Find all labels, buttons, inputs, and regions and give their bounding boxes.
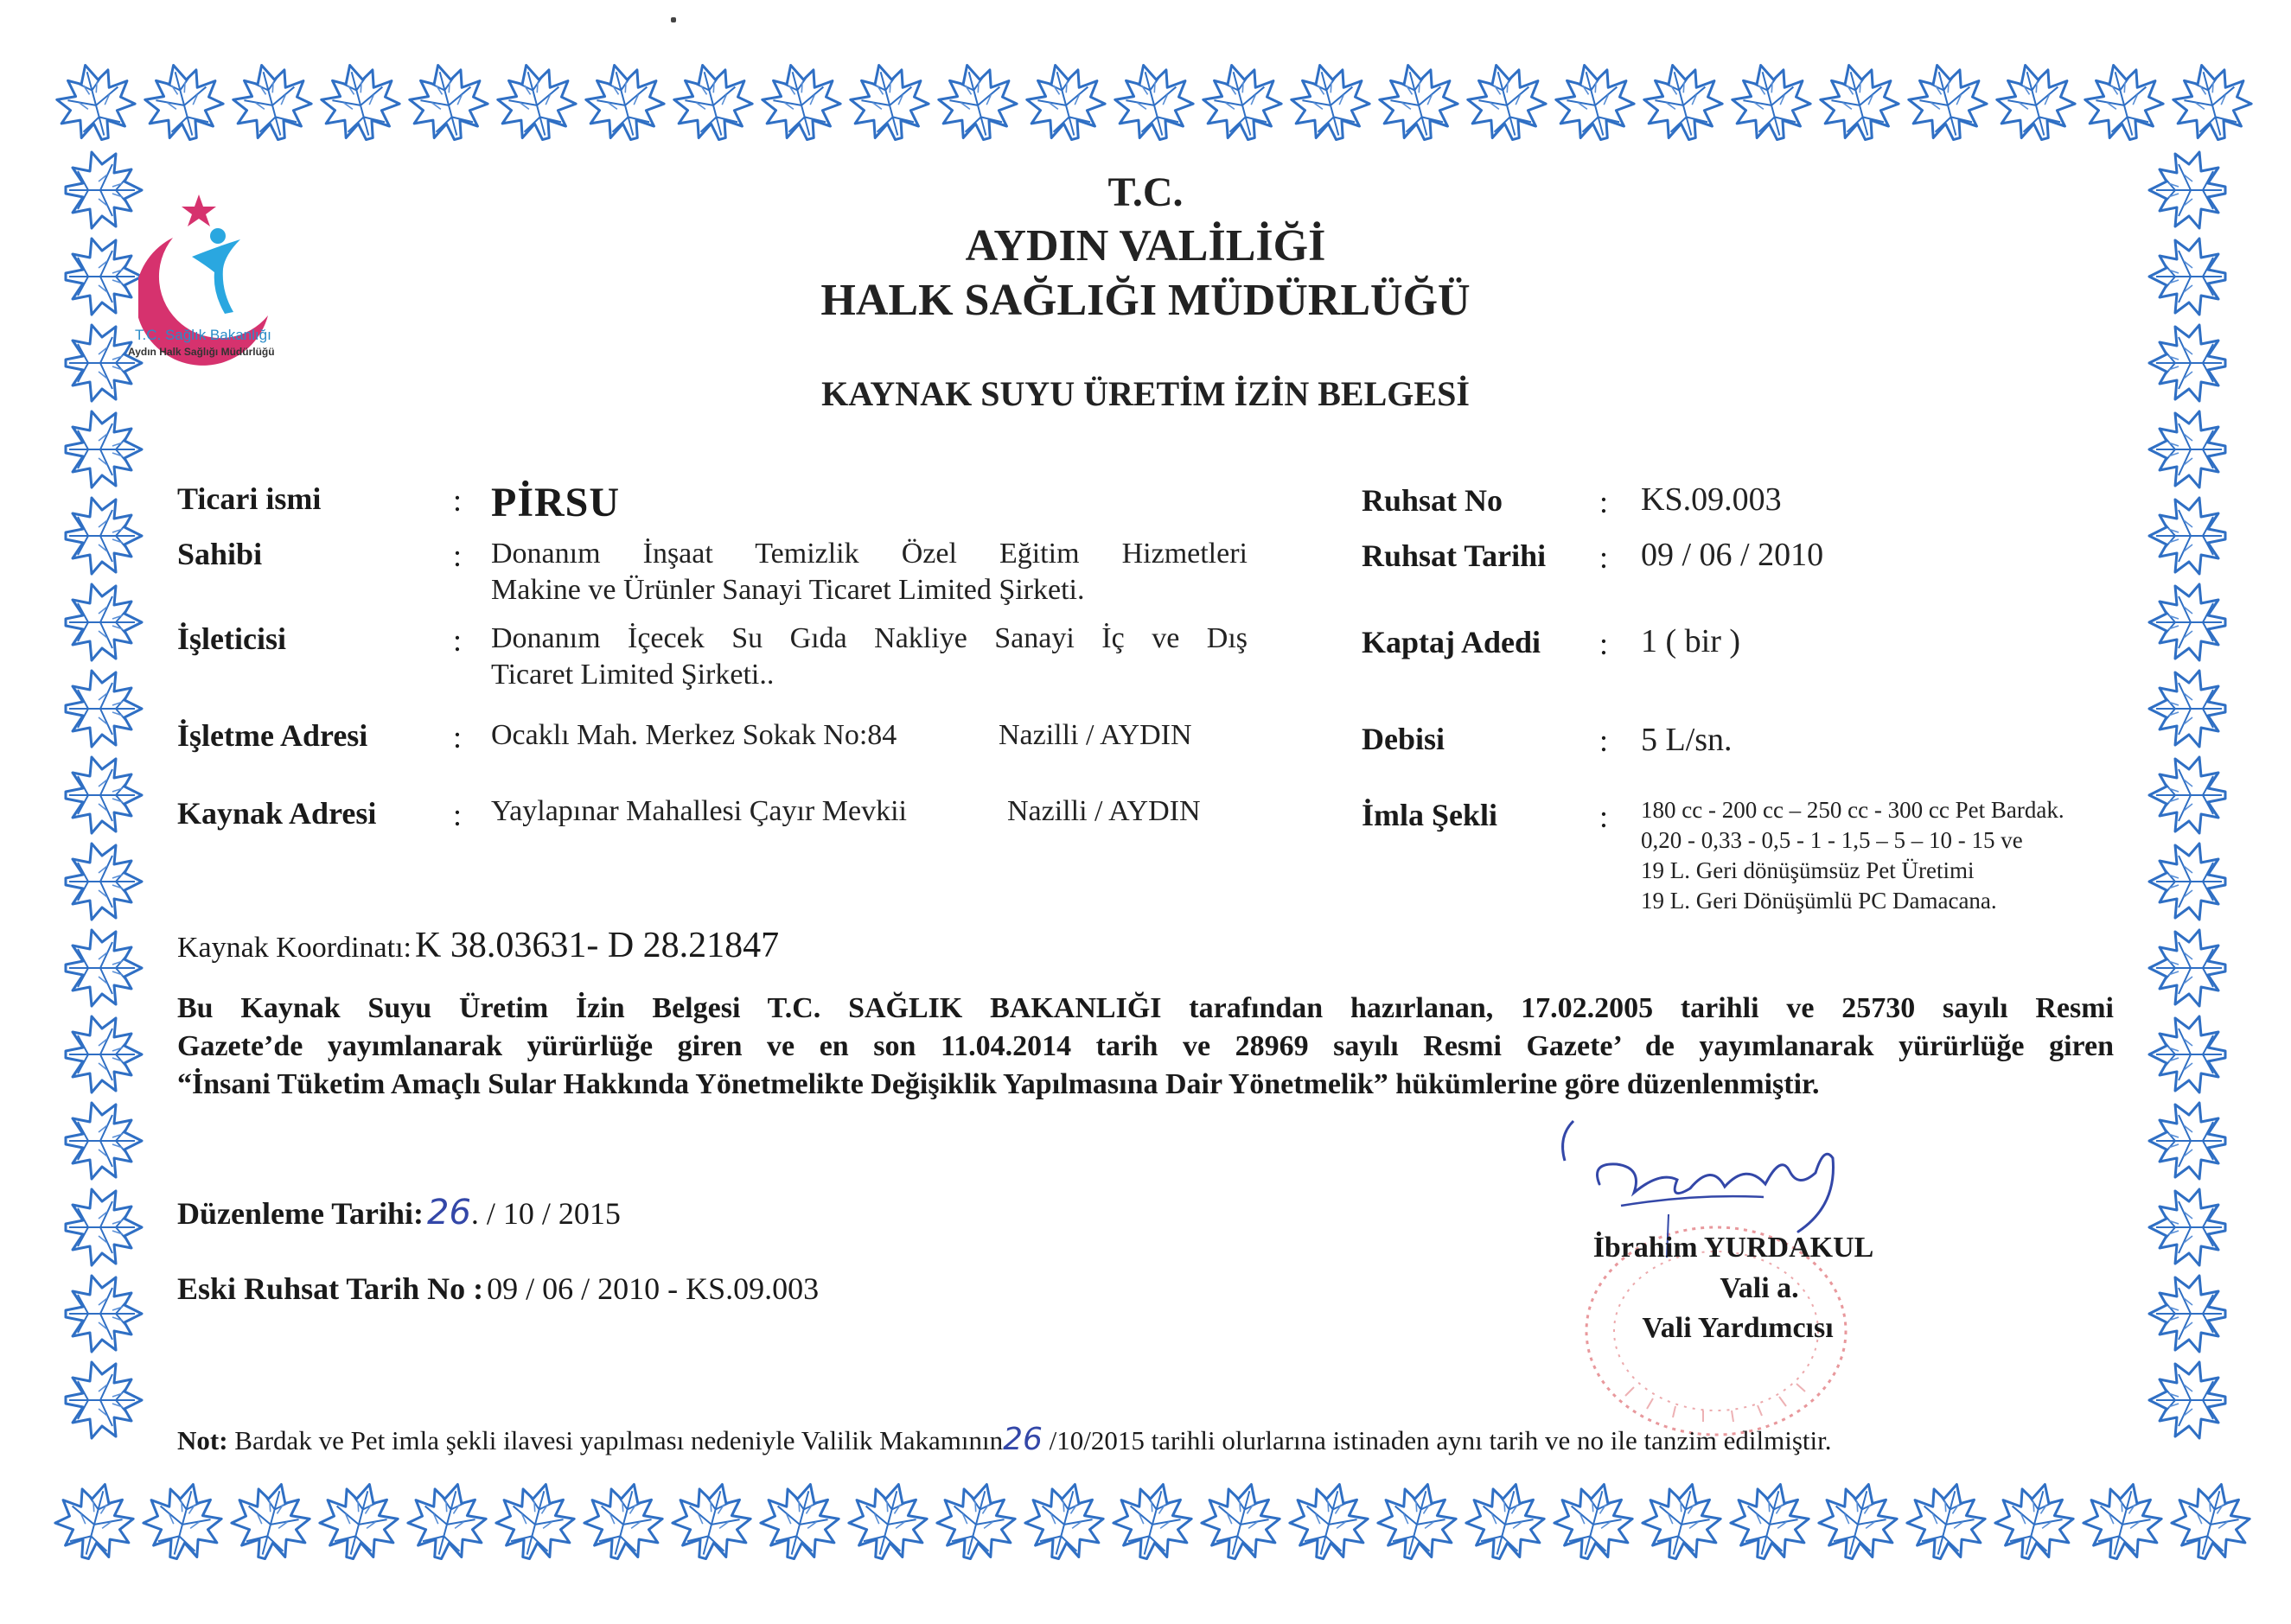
field-label-operator: İşleticisi bbox=[177, 621, 286, 656]
border-leaf-icon bbox=[1283, 1474, 1376, 1568]
border-leaf-icon bbox=[48, 1474, 142, 1568]
field-label-license-date: Ruhsat Tarihi bbox=[1362, 538, 1547, 573]
border-leaf-icon bbox=[754, 1474, 847, 1568]
border-leaf-icon bbox=[578, 1474, 671, 1568]
field-value-operator-line1: Donanım İçecek Su Gıda Nakliye Sanayi İç ve Dış bbox=[491, 622, 1248, 654]
border-leaf-icon bbox=[578, 55, 671, 149]
note-label: Not: bbox=[177, 1425, 228, 1455]
border-leaf-icon bbox=[2149, 1016, 2225, 1092]
border-leaf-icon bbox=[2149, 930, 2225, 1006]
note-handwritten-day: 26 bbox=[1003, 1422, 1043, 1457]
border-leaf-icon bbox=[66, 411, 142, 487]
border-leaf-icon bbox=[2149, 584, 2225, 660]
border-leaf-icon bbox=[930, 55, 1024, 149]
field-label-trade-name: Ticari ismi bbox=[177, 481, 322, 516]
field-value-filling-type-line4: 19 L. Geri Dönüşümlü PC Damacana. bbox=[1641, 888, 1997, 914]
border-leaf-icon bbox=[2149, 325, 2225, 401]
signatory-title-vice-governor: Vali Yardımcısı bbox=[1642, 1312, 1834, 1344]
issue-date-label: Düzenleme Tarihi: bbox=[177, 1196, 424, 1231]
border-leaf-icon bbox=[1018, 55, 1112, 149]
border-leaf-icon bbox=[2165, 1474, 2258, 1568]
border-leaf-icon bbox=[1107, 55, 1200, 149]
border-leaf-icon bbox=[137, 55, 230, 149]
signatory-title-deputy: Vali a. bbox=[1720, 1272, 1799, 1304]
border-leaf-icon bbox=[401, 1474, 495, 1568]
field-label-license-no: Ruhsat No bbox=[1362, 483, 1503, 518]
field-colon: : bbox=[453, 798, 463, 832]
field-colon: : bbox=[453, 720, 463, 755]
border-leaf-icon bbox=[1548, 55, 1641, 149]
border-leaf-icon bbox=[666, 1474, 759, 1568]
legal-paragraph-line3: “İnsani Tüketim Amaçlı Sular Hakkında Yönetmelikte Değişiklik Yapılmasına Dair Yönetmelik” hükümlerine göre düzenlenmiştir. bbox=[177, 1068, 1820, 1100]
border-leaf-icon bbox=[1900, 1474, 1994, 1568]
field-label-catchment-count: Kaptaj Adedi bbox=[1362, 625, 1541, 659]
field-label-source-address: Kaynak Adresi bbox=[177, 796, 377, 831]
signatory-name: İbrahim YURDAKUL bbox=[1592, 1232, 1874, 1264]
border-leaf-icon bbox=[1371, 55, 1465, 149]
border-leaf-icon bbox=[1812, 1474, 1905, 1568]
border-leaf-icon bbox=[489, 1474, 583, 1568]
legal-paragraph bbox=[177, 992, 2114, 1106]
border-leaf-icon bbox=[754, 55, 847, 149]
old-license-line bbox=[177, 1271, 819, 1307]
border-leaf-icon bbox=[2149, 671, 2225, 747]
ink-speck bbox=[671, 17, 676, 22]
border-leaf-icon bbox=[66, 671, 142, 747]
field-value-filling-type-line3: 19 L. Geri dönüşümsüz Pet Üretimi bbox=[1641, 857, 1975, 883]
border-leaf-icon bbox=[225, 1474, 318, 1568]
border-leaf-icon bbox=[2149, 1189, 2225, 1265]
field-colon: : bbox=[1599, 723, 1609, 758]
border-leaf-icon bbox=[313, 55, 406, 149]
coordinates-line bbox=[177, 925, 779, 966]
border-leaf-icon bbox=[1548, 1474, 1641, 1568]
border-leaf-icon bbox=[1900, 55, 1994, 149]
border-leaf-icon bbox=[1988, 1474, 2082, 1568]
border-leaf-icon bbox=[2149, 152, 2225, 228]
border-leaf-icon bbox=[137, 1474, 230, 1568]
border-leaf-icon bbox=[1812, 55, 1905, 149]
field-label-facility-address: İşletme Adresi bbox=[177, 718, 368, 753]
border-leaf-icon bbox=[2149, 1103, 2225, 1179]
border-leaf-icon bbox=[2149, 411, 2225, 487]
field-value-license-date: 09 / 06 / 2010 bbox=[1641, 537, 1824, 573]
border-leaf-icon bbox=[2149, 1276, 2225, 1352]
field-value-owner-line2: Makine ve Ürünler Sanayi Ticaret Limited Şirketi. bbox=[491, 574, 1085, 606]
field-colon: : bbox=[453, 538, 463, 573]
border-leaf-icon bbox=[48, 55, 142, 149]
border-leaf-icon bbox=[1018, 1474, 1112, 1568]
issue-date-rest: . / 10 / 2015 bbox=[470, 1196, 621, 1231]
border-leaf-icon bbox=[2149, 498, 2225, 574]
border-leaf-icon bbox=[1636, 1474, 1729, 1568]
note-text-before: Bardak ve Pet imla şekli ilavesi yapılması nedeniyle Valilik Makamının bbox=[234, 1425, 1004, 1455]
border-leaf-icon bbox=[2165, 55, 2258, 149]
field-value-trade-name: PİRSU bbox=[491, 480, 621, 525]
border-leaf-icon bbox=[66, 844, 142, 920]
field-value-owner-line1: Donanım İnşaat Temizlik Özel Eğitim Hizmetleri bbox=[491, 538, 1248, 570]
border-leaf-icon bbox=[489, 55, 583, 149]
field-colon: : bbox=[1599, 540, 1609, 575]
border-leaf-icon bbox=[66, 152, 142, 228]
field-label-flow-rate: Debisi bbox=[1362, 722, 1445, 756]
header-tc: T.C. bbox=[1107, 169, 1184, 215]
border-leaf-icon bbox=[2077, 55, 2170, 149]
logo-caption-directorate: Aydın Halk Sağlığı Müdürlüğü bbox=[128, 346, 275, 358]
field-value-license-no: KS.09.003 bbox=[1641, 481, 1782, 518]
field-value-source-city: Nazilli / AYDIN bbox=[1007, 795, 1201, 827]
field-value-flow-rate: 5 L/sn. bbox=[1641, 722, 1733, 758]
border-leaf-icon bbox=[313, 1474, 406, 1568]
border-leaf-icon bbox=[66, 1016, 142, 1092]
field-value-operator-line2: Ticaret Limited Şirketi.. bbox=[491, 659, 775, 691]
border-leaf-icon bbox=[842, 55, 935, 149]
border-leaf-icon bbox=[666, 55, 759, 149]
issue-date-handwritten-day: 26 bbox=[427, 1193, 471, 1232]
legal-paragraph-line2: Gazete’de yayımlanarak yürürlüğe giren ve en son 11.04.2014 tarih ve 28969 sayılı Resmi Gazete’ de yayımlanarak yürürlüğe giren bbox=[177, 1030, 2114, 1062]
border-leaf-icon bbox=[66, 757, 142, 833]
border-leaf-icon bbox=[1459, 1474, 1553, 1568]
old-license-value: 09 / 06 / 2010 - KS.09.003 bbox=[487, 1271, 820, 1306]
border-leaf-icon bbox=[2149, 844, 2225, 920]
field-value-facility-address: Ocaklı Mah. Merkez Sokak No:84 bbox=[491, 719, 897, 751]
border-leaf-icon bbox=[1636, 55, 1729, 149]
border-leaf-icon bbox=[1107, 1474, 1200, 1568]
border-leaf-icon bbox=[401, 55, 495, 149]
border-leaf-icon bbox=[1988, 55, 2082, 149]
border-leaf-icon bbox=[1283, 55, 1376, 149]
border-leaf-icon bbox=[66, 1362, 142, 1438]
old-license-label: Eski Ruhsat Tarih No : bbox=[177, 1271, 484, 1306]
star-icon bbox=[182, 194, 216, 226]
field-value-catchment-count: 1 ( bir ) bbox=[1641, 623, 1741, 659]
coordinates-label: Kaynak Koordinatı: bbox=[177, 932, 412, 964]
header-governorship: AYDIN VALİLİĞİ bbox=[965, 221, 1326, 271]
field-colon: : bbox=[453, 623, 463, 658]
border-leaf-icon bbox=[1195, 1474, 1288, 1568]
border-leaf-icon bbox=[2149, 1362, 2225, 1438]
border-leaf-icon bbox=[842, 1474, 935, 1568]
border-leaf-icon bbox=[930, 1474, 1024, 1568]
border-leaf-icon bbox=[66, 1189, 142, 1265]
logo-caption-ministry: T.C. Sağlık Bakanlığı bbox=[135, 327, 271, 343]
field-colon: : bbox=[1599, 799, 1609, 834]
field-value-filling-type-line1: 180 cc - 200 cc – 250 cc - 300 cc Pet Bardak. bbox=[1641, 797, 2064, 823]
border-leaf-icon bbox=[225, 55, 318, 149]
border-leaf-icon bbox=[66, 325, 142, 401]
field-label-owner: Sahibi bbox=[177, 537, 263, 571]
border-leaf-icon bbox=[1371, 1474, 1465, 1568]
note-text-after: /10/2015 tarihli olurlarına istinaden aynı tarih ve no ile tanzim edilmiştir. bbox=[1049, 1425, 1832, 1455]
border-leaf-icon bbox=[66, 239, 142, 315]
border-leaf-icon bbox=[66, 584, 142, 660]
border-leaf-icon bbox=[1459, 55, 1553, 149]
field-value-filling-type-line2: 0,20 - 0,33 - 0,5 - 1 - 1,5 – 5 – 10 - 15 ve bbox=[1641, 827, 2023, 853]
field-value-source-address: Yaylapınar Mahallesi Çayır Mevkii bbox=[491, 795, 907, 827]
field-value-facility-city: Nazilli / AYDIN bbox=[999, 719, 1192, 751]
field-colon: : bbox=[453, 483, 463, 518]
border-leaf-icon bbox=[66, 1103, 142, 1179]
border-leaf-icon bbox=[66, 498, 142, 574]
border-leaf-icon bbox=[1195, 55, 1288, 149]
header-directorate: HALK SAĞLIĞI MÜDÜRLÜĞÜ bbox=[820, 276, 1471, 325]
border-leaf-icon bbox=[1724, 55, 1817, 149]
border-leaf-icon bbox=[2077, 1474, 2170, 1568]
field-colon: : bbox=[1599, 485, 1609, 519]
figure-icon bbox=[192, 228, 240, 314]
legal-paragraph-line1: Bu Kaynak Suyu Üretim İzin Belgesi T.C. SAĞLIK BAKANLIĞI tarafından hazırlanan, 17.02.2005 tarihli ve 25730 sayılı Resmi bbox=[177, 992, 2114, 1024]
border-leaf-icon bbox=[2149, 757, 2225, 833]
field-colon: : bbox=[1599, 627, 1609, 661]
border-leaf-icon bbox=[1724, 1474, 1817, 1568]
document-title: KAYNAK SUYU ÜRETİM İZİN BELGESİ bbox=[821, 374, 1470, 413]
border-leaf-icon bbox=[66, 930, 142, 1006]
border-leaf-icon bbox=[2149, 239, 2225, 315]
coordinates-value: K 38.03631- D 28.21847 bbox=[415, 926, 780, 965]
issue-date-line bbox=[177, 1193, 621, 1232]
border-leaf-icon bbox=[66, 1276, 142, 1352]
note-line bbox=[177, 1422, 1831, 1457]
field-label-filling-type: İmla Şekli bbox=[1362, 798, 1498, 832]
